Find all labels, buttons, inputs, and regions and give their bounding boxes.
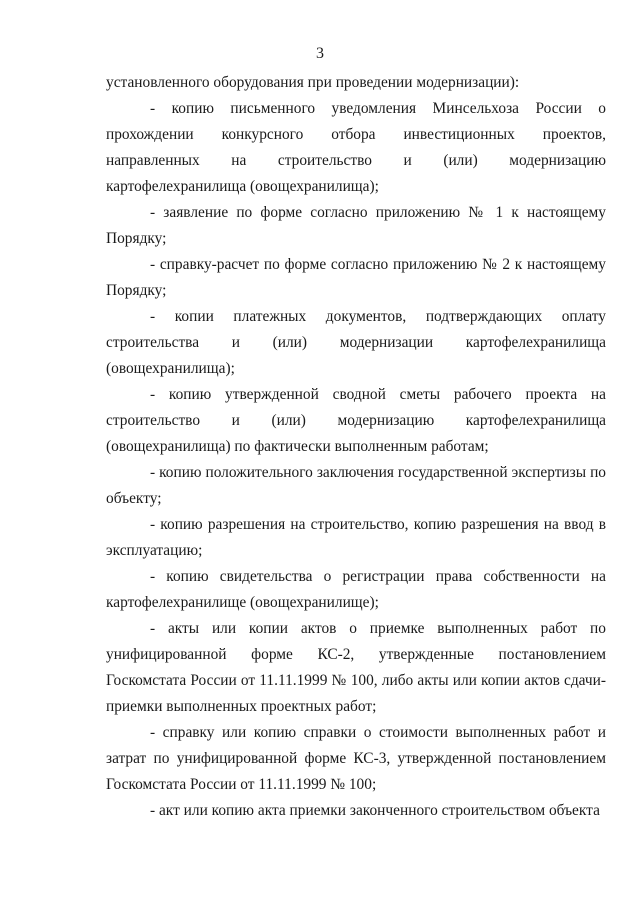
list-item: - заявление по форме согласно приложению № 1 к настоящему Порядку;	[106, 204, 606, 247]
list-item: - акт или копию акта приемки законченного строительством объекта	[150, 802, 600, 819]
paragraph-continuation: установленного оборудования при проведении модернизации):	[106, 74, 520, 91]
list-item: - копию утвержденной сводной сметы рабочего проекта на строительство и (или) модернизацию картофелехранилища (овощехранилища) по фактически выполненным работам;	[106, 386, 606, 455]
list-item: - справку-расчет по форме согласно приложению № 2 к настоящему Порядку;	[106, 256, 606, 299]
page-number: 3	[316, 45, 324, 62]
list-item: - копию положительного заключения государственной экспертизы по объекту;	[106, 464, 606, 507]
list-item: - копию разрешения на строительство, копию разрешения на ввод в эксплуатацию;	[106, 516, 606, 559]
list-item: - копию свидетельства о регистрации права собственности на картофелехранилище (овощехранилище);	[106, 568, 606, 611]
document-body	[106, 70, 606, 824]
list-item: - копию письменного уведомления Минсельхоза России о прохождении конкурсного отбора инвестиционных проектов, направленных на строительство и (или) модернизацию картофелехранилища (овощехранилища);	[106, 100, 606, 195]
list-item: - копии платежных документов, подтверждающих оплату строительства и (или) модернизации картофелехранилища (овощехранилища);	[106, 308, 606, 377]
list-item: - акты или копии актов о приемке выполненных работ по унифицированной форме КС-2, утвержденные постановлением Госкомстата России от 11.11.1999 № 100, либо акты или копии актов сдачи-приемки выполненных проектных работ;	[106, 620, 606, 715]
list-item: - справку или копию справки о стоимости выполненных работ и затрат по унифицированной форме КС-3, утвержденной постановлением Госкомстата России от 11.11.1999 № 100;	[106, 724, 606, 793]
